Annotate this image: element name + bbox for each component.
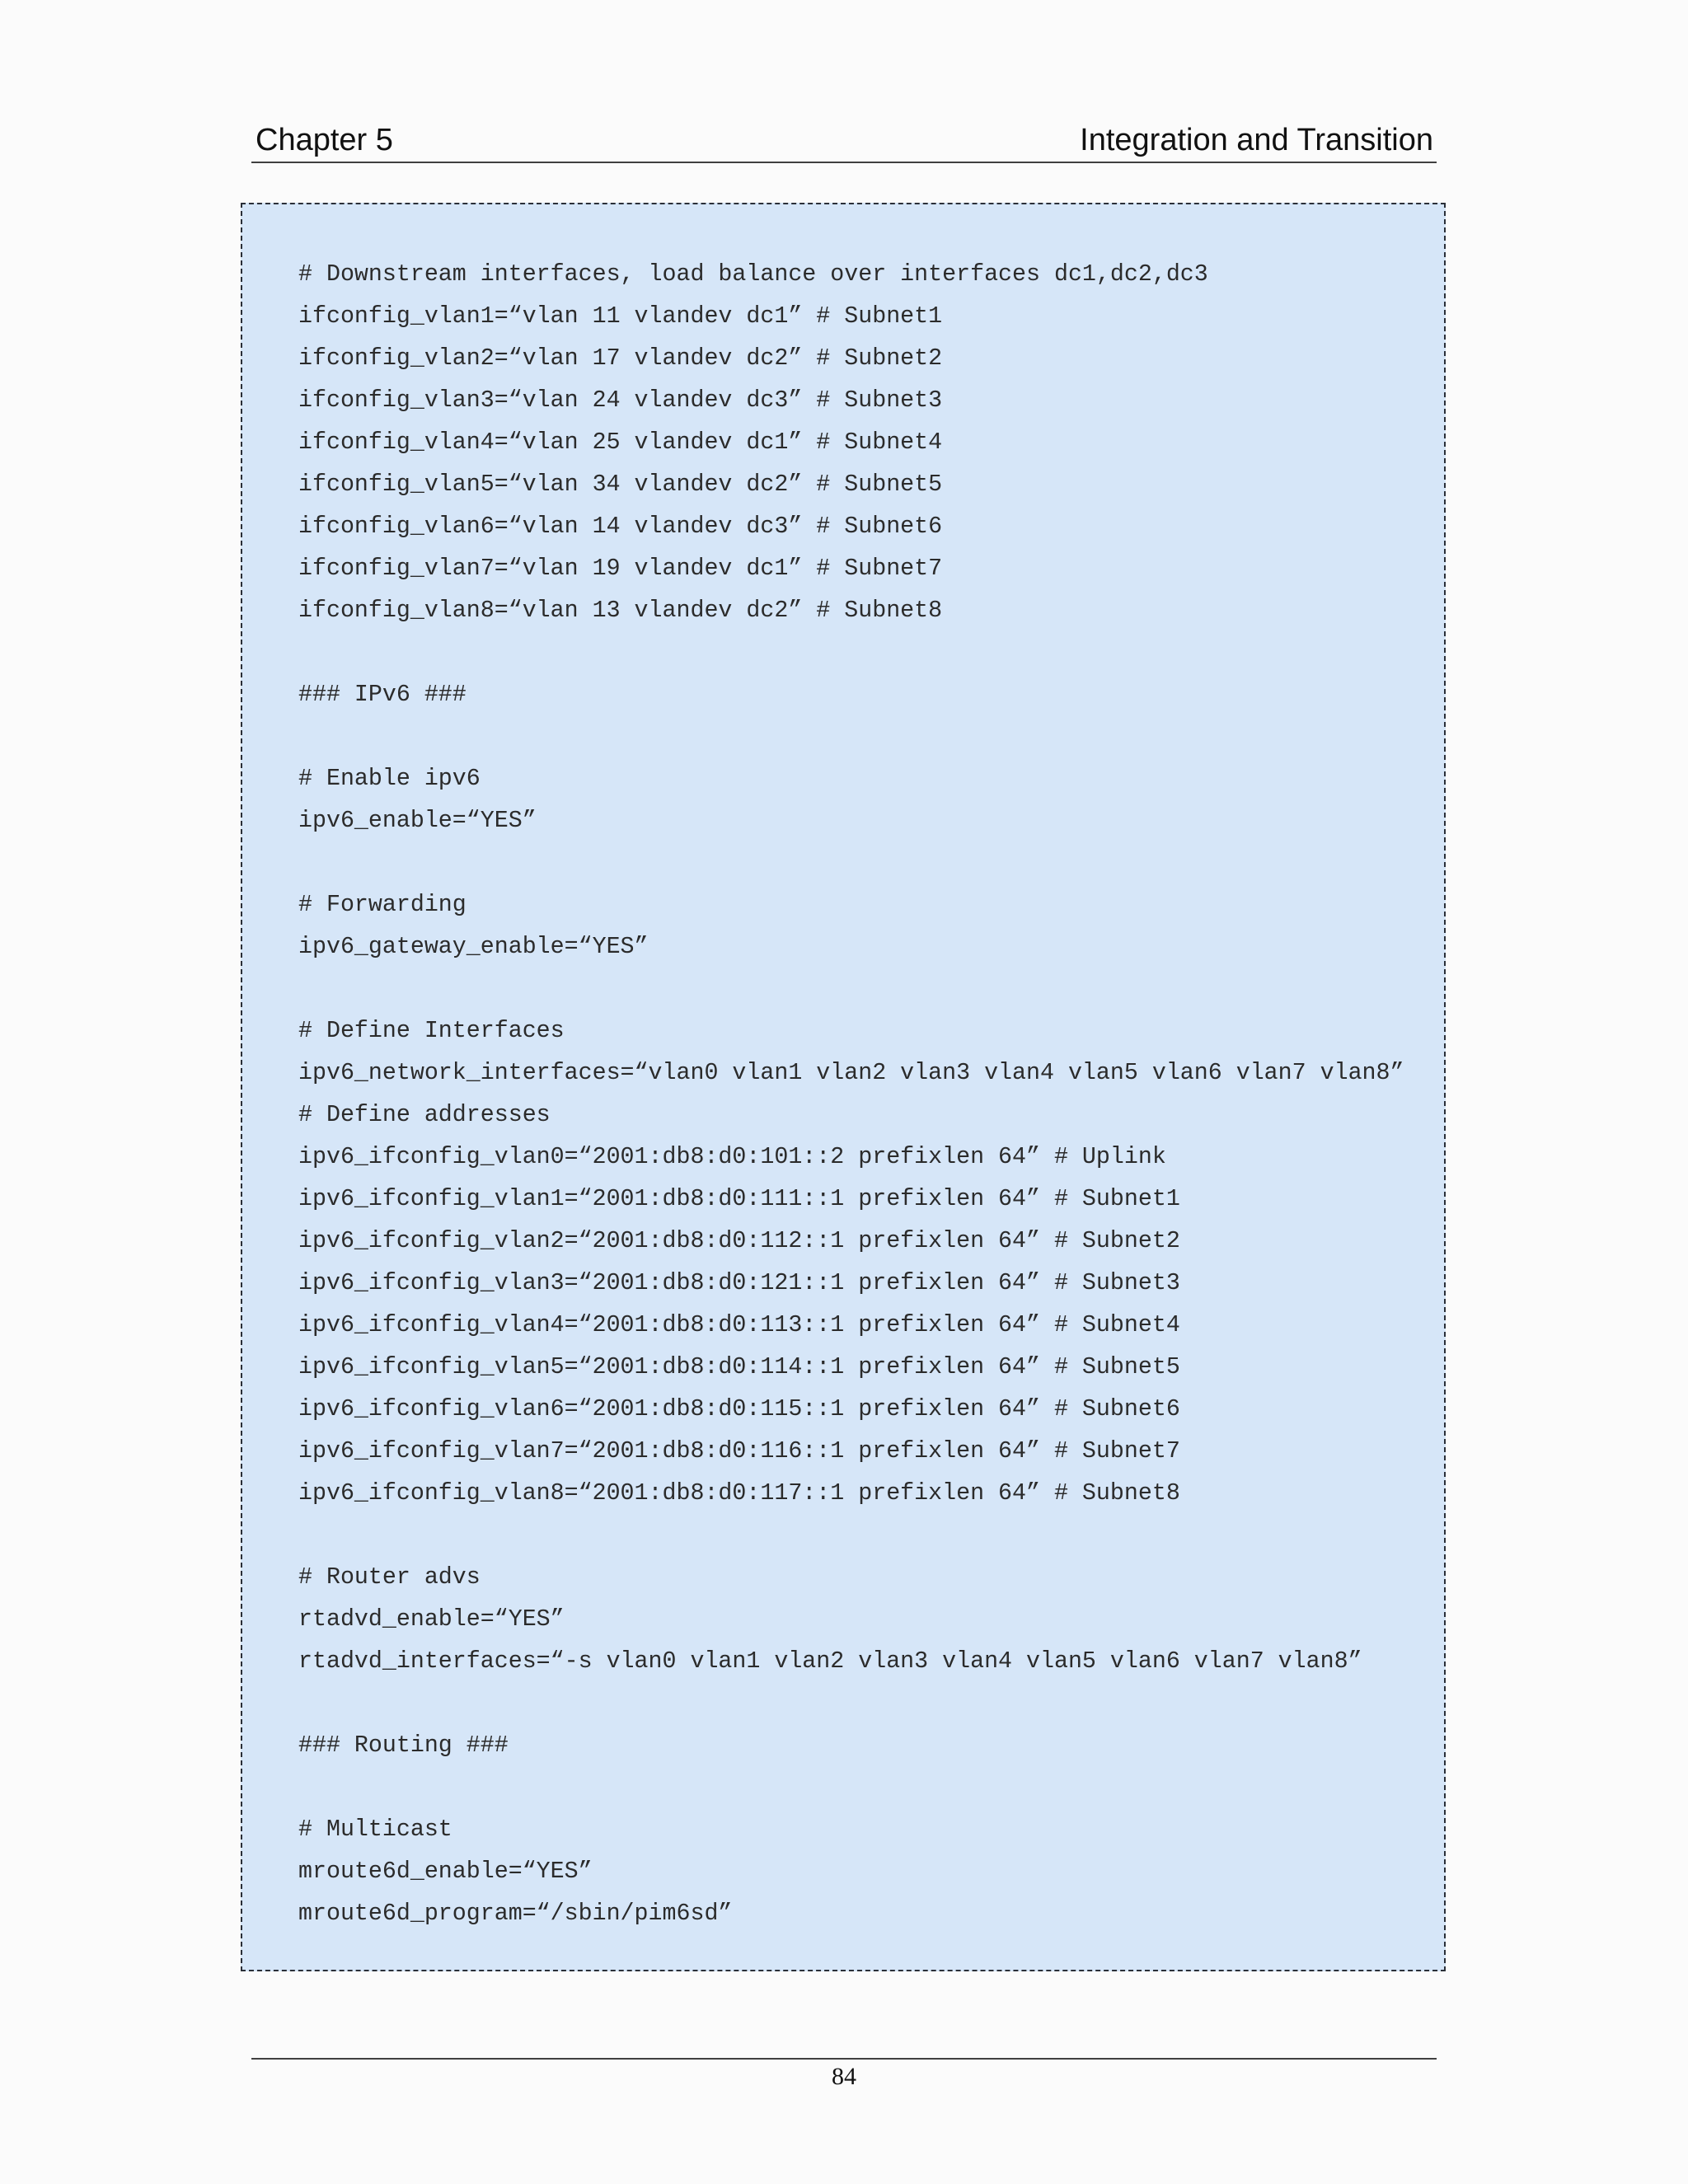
code-line: ipv6_ifconfig_vlan0=“2001:db8:d0:101::2 prefixlen 64” # Uplink — [298, 1144, 1166, 1170]
code-line: rtadvd_interfaces=“-s vlan0 vlan1 vlan2 vlan3 vlan4 vlan5 vlan6 vlan7 vlan8” — [298, 1648, 1362, 1675]
code-line: ipv6_ifconfig_vlan6=“2001:db8:d0:115::1 prefixlen 64” # Subnet6 — [298, 1396, 1180, 1422]
code-line: ifconfig_vlan1=“vlan 11 vlandev dc1” # Subnet1 — [298, 303, 943, 330]
code-line: mroute6d_enable=“YES” — [298, 1858, 593, 1885]
page-header — [251, 122, 1437, 163]
code-line: ipv6_network_interfaces=“vlan0 vlan1 vlan2 vlan3 vlan4 vlan5 vlan6 vlan7 vlan8” — [298, 1060, 1404, 1086]
code-listing-box — [241, 203, 1446, 1971]
code-line — [298, 1683, 1404, 1725]
code-line: ipv6_ifconfig_vlan4=“2001:db8:d0:113::1 prefixlen 64” # Subnet4 — [298, 1312, 1180, 1338]
code-line: ipv6_ifconfig_vlan7=“2001:db8:d0:116::1 prefixlen 64” # Subnet7 — [298, 1438, 1180, 1465]
code-line: ipv6_ifconfig_vlan3=“2001:db8:d0:121::1 prefixlen 64” # Subnet3 — [298, 1270, 1180, 1296]
code-line: ifconfig_vlan4=“vlan 25 vlandev dc1” # Subnet4 — [298, 429, 943, 456]
code-line: ifconfig_vlan7=“vlan 19 vlandev dc1” # Subnet7 — [298, 555, 943, 582]
code-line: # Forwarding — [298, 892, 467, 918]
code-line: ipv6_ifconfig_vlan2=“2001:db8:d0:112::1 prefixlen 64” # Subnet2 — [298, 1228, 1180, 1254]
code-line: # Multicast — [298, 1816, 452, 1843]
code-line: ipv6_ifconfig_vlan1=“2001:db8:d0:111::1 prefixlen 64” # Subnet1 — [298, 1186, 1180, 1212]
code-line: ifconfig_vlan8=“vlan 13 vlandev dc2” # Subnet8 — [298, 598, 943, 624]
code-line: ifconfig_vlan6=“vlan 14 vlandev dc3” # Subnet6 — [298, 513, 943, 540]
code-line: # Enable ipv6 — [298, 766, 481, 792]
code-line: ifconfig_vlan5=“vlan 34 vlandev dc2” # Subnet5 — [298, 471, 943, 498]
code-listing — [298, 254, 1404, 1935]
code-line: ### Routing ### — [298, 1732, 509, 1759]
code-line: ipv6_gateway_enable=“YES” — [298, 934, 649, 960]
code-line: # Define addresses — [298, 1102, 551, 1128]
code-line: rtadvd_enable=“YES” — [298, 1606, 565, 1633]
code-line: ipv6_ifconfig_vlan8=“2001:db8:d0:117::1 prefixlen 64” # Subnet8 — [298, 1480, 1180, 1507]
code-line: # Router advs — [298, 1564, 481, 1591]
chapter-label: Chapter 5 — [256, 123, 393, 157]
code-line: # Define Interfaces — [298, 1018, 565, 1044]
code-line: ipv6_ifconfig_vlan5=“2001:db8:d0:114::1 prefixlen 64” # Subnet5 — [298, 1354, 1180, 1380]
page-number: 84 — [832, 2063, 856, 2090]
section-title: Integration and Transition — [1080, 123, 1433, 157]
code-line: ifconfig_vlan3=“vlan 24 vlandev dc3” # Subnet3 — [298, 387, 943, 414]
code-line — [298, 1515, 1404, 1557]
code-line: # Downstream interfaces, load balance over interfaces dc1,dc2,dc3 — [298, 261, 1208, 288]
code-line — [298, 968, 1404, 1010]
code-line — [298, 842, 1404, 884]
code-line: mroute6d_program=“/sbin/pim6sd” — [298, 1900, 733, 1927]
code-line — [298, 1767, 1404, 1809]
code-line — [298, 716, 1404, 758]
footer-divider — [251, 2058, 1437, 2060]
code-line — [298, 632, 1404, 674]
code-line: ipv6_enable=“YES” — [298, 808, 537, 834]
code-line: ifconfig_vlan2=“vlan 17 vlandev dc2” # Subnet2 — [298, 345, 943, 372]
code-line: ### IPv6 ### — [298, 682, 467, 708]
